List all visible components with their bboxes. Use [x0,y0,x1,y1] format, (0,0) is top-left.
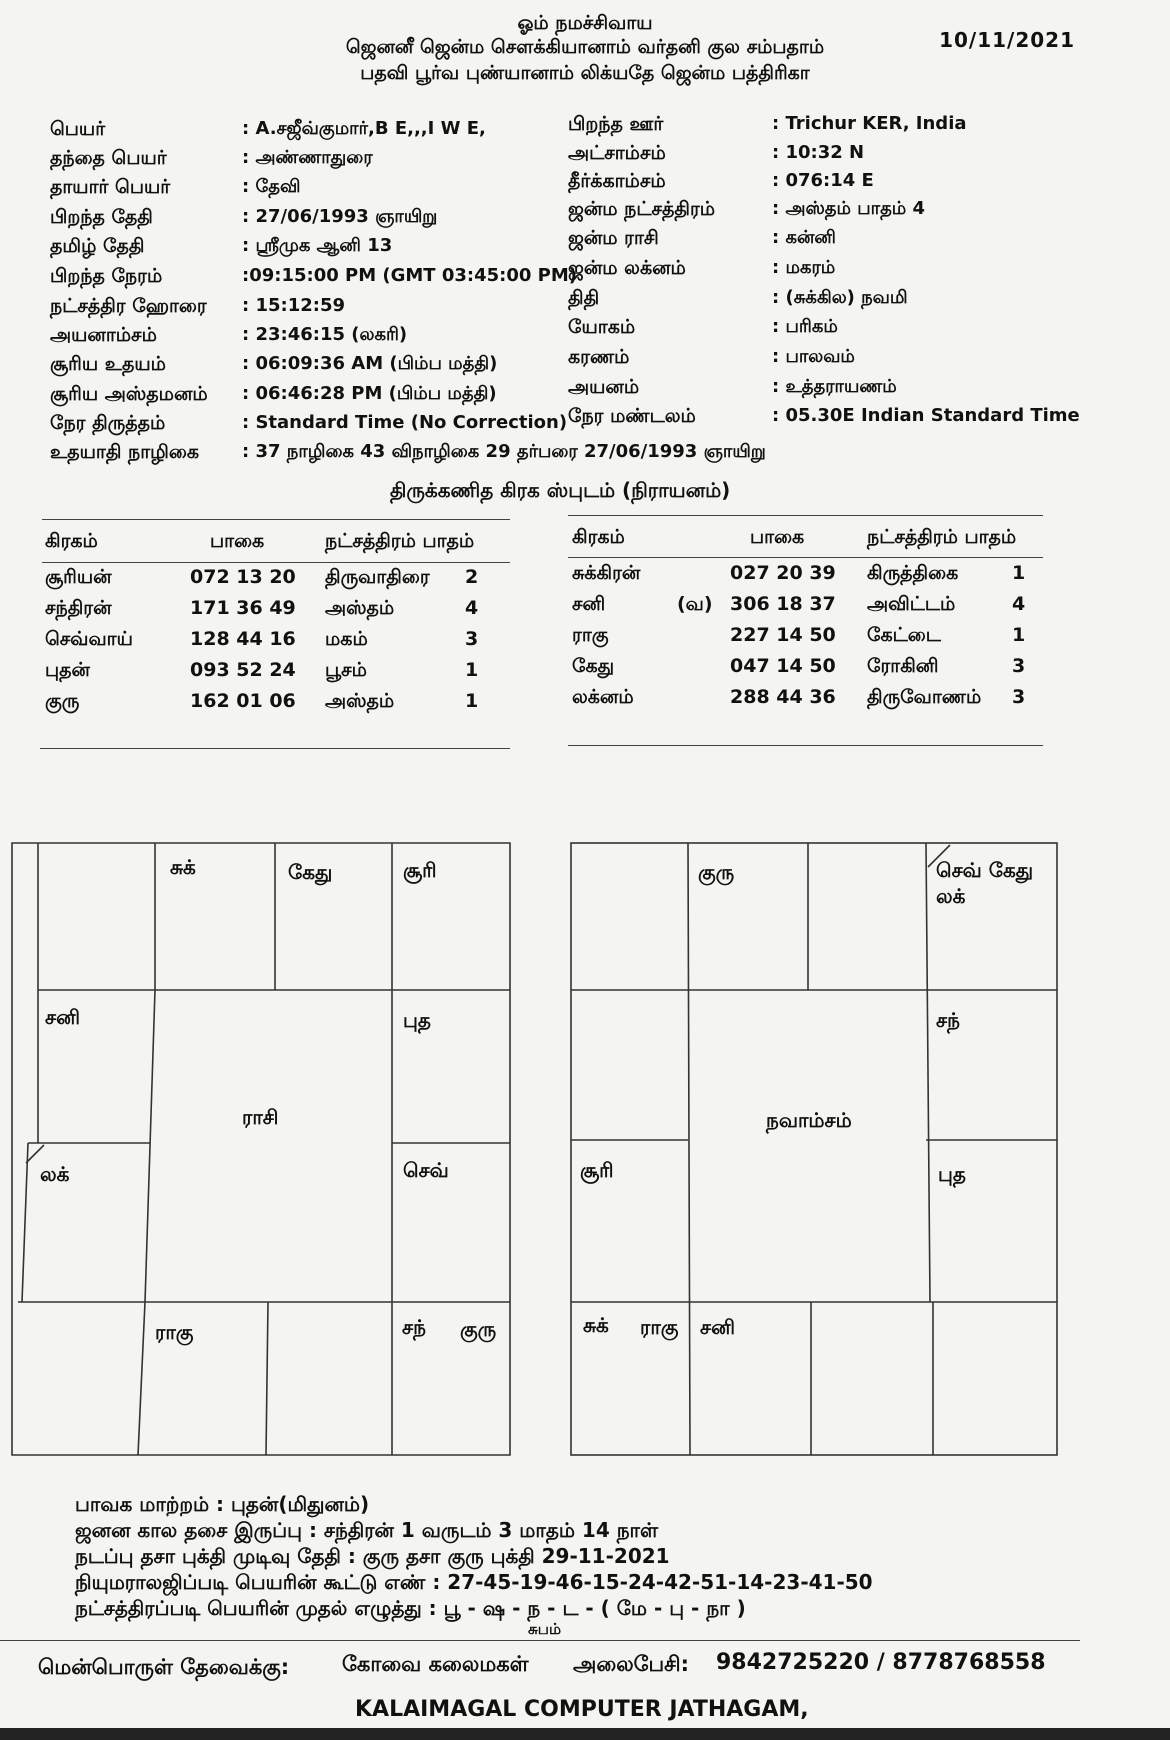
planet-row-planet: புதன் [45,659,90,681]
detail-label: பெயர் [50,118,106,140]
planet-row-degree: 288 44 36 [730,686,836,708]
rasi-chart-title: ராசி [242,1105,279,1129]
rasi-house-1: சனி [45,1005,80,1029]
detail-label: சூரிய உதயம் [50,353,166,375]
planet-row-pada: 4 [465,597,479,619]
navamsa-house-12: சூரி [580,1158,614,1182]
planet-row-star: கேட்டை [867,624,941,646]
planet-row-planet: சந்திரன் [45,597,112,619]
detail-label: நேர மண்டலம் [568,405,696,427]
detail-label: அட்சாம்சம் [568,142,666,164]
detail-value: : பரிகம் [772,316,838,337]
navamsa-house-10: சனி [700,1315,735,1339]
detail-value: : 06:09:36 AM (பிம்ப மத்தி) [242,353,498,374]
detail-value: : அஸ்தம் பாதம் 4 [772,198,926,219]
detail-label: பிறந்த ஊர் [568,113,664,135]
rasi-house-7b: குரு [460,1317,497,1341]
detail-value: :09:15:00 PM (GMT 03:45:00 PM) [242,265,577,286]
planet-row-degree: 128 44 16 [190,628,296,650]
planet-row-star: ரோகினி [867,655,939,677]
planet-row-pada: 1 [1012,624,1026,646]
planet-row-pada: 4 [1012,593,1026,615]
detail-label: தமிழ் தேதி [50,235,145,257]
detail-value: : (சுக்கில) நவமி [772,287,908,308]
footer-bhava-change: பாவக மாற்றம் : புதன்(மிதுனம்) [75,1492,370,1516]
detail-label: நட்சத்திர ஹோரை [50,295,207,317]
detail-value: : பாலவம் [772,346,855,367]
navamsa-house-6: புத [938,1162,966,1186]
planet-row-mark: (வ) [677,593,713,615]
planet-row-star: திருவோணம் [867,686,982,708]
detail-label: அயனம் [568,376,640,398]
detail-label: தாயார் பெயர் [50,176,171,198]
planet-section-title: திருக்கணித கிரக ஸ்புடம் (நிராயனம்) [390,478,731,502]
detail-label: சூரிய அஸ்தமனம் [50,383,208,405]
rasi-house-7a: சந் [402,1315,426,1339]
detail-label: பிறந்த நேரம் [50,265,163,287]
table-header-cell: பாகை [750,526,805,548]
detail-value: : ஸ்ரீமுக ஆனி 13 [242,235,393,256]
rasi-chart [10,840,512,1458]
planet-row-degree: 093 52 24 [190,659,296,681]
planet-row-star: மகம் [325,628,368,650]
planet-row-planet: சுக்கிரன் [572,562,641,584]
rasi-house-2: சுக் [170,855,196,879]
planet-row-pada: 3 [1012,655,1026,677]
planet-row-pada: 3 [1012,686,1026,708]
footer-phone-label: அலைபேசி: [573,1652,690,1676]
footer-subham: சுபம் [528,1620,562,1638]
detail-value: : அண்ணாதுரை [242,147,373,168]
planet-row-degree: 027 20 39 [730,562,836,584]
detail-label: ஜன்ம ராசி [568,227,659,249]
planet-row-pada: 1 [465,659,479,681]
detail-label: ஜன்ம லக்னம் [568,257,686,279]
detail-label: யோகம் [568,316,636,338]
navamsa-house-4: செவ் கேது [936,858,1034,882]
detail-label: தந்தை பெயர் [50,147,167,169]
navamsa-house-11a: சுக் [583,1313,609,1337]
detail-value: : 15:12:59 [242,295,346,316]
photo-edge-shadow [0,1728,1170,1740]
footer-company: KALAIMAGAL COMPUTER JATHAGAM, [355,1697,809,1722]
rasi-house-5: புத [403,1008,431,1032]
footer-rule [0,1640,1080,1641]
navamsa-chart [568,840,1060,1458]
detail-value: : 06:46:28 PM (பிம்ப மத்தி) [242,383,497,404]
detail-value: : 27/06/1993 ஞாயிறு [242,206,438,227]
navamsa-house-2: குரு [698,860,735,884]
planet-row-degree: 162 01 06 [190,690,296,712]
table-header-cell: கிரகம் [572,526,625,548]
planet-row-pada: 2 [465,566,479,588]
detail-value: : கன்னி [772,227,836,248]
planet-row-planet: சனி [572,593,606,615]
detail-value: : தேவி [242,176,301,197]
footer-numerology: நியுமராலஜிப்படி பெயரின் கூட்டு எண் : 27-45-19-46-15-24-42-51-14-23-41-50 [75,1570,873,1594]
planet-row-pada: 1 [1012,562,1026,584]
detail-value: : உத்தராயணம் [772,376,897,397]
rasi-house-6: செவ் [403,1158,449,1182]
planet-row-planet: ராகு [572,624,609,646]
rasi-house-12: லக் [40,1162,70,1186]
footer-dasa-balance: ஜனன கால தசை இருப்பு : சந்திரன் 1 வருடம் 3 மாதம் 14 நாள் [75,1518,659,1542]
detail-label: நேர திருத்தம் [50,412,166,434]
table-right-header-rule [568,557,1043,558]
planet-row-star: அஸ்தம் [325,690,395,712]
planet-row-star: திருவாதிரை [325,566,430,588]
planet-row-degree: 306 18 37 [730,593,836,615]
planet-row-planet: லக்னம் [572,686,634,708]
table-left-header-rule [42,562,510,563]
print-date: 10/11/2021 [939,28,1075,52]
rasi-house-3: கேது [288,860,333,884]
planet-row-star: அஸ்தம் [325,597,395,619]
table-header-cell: பாகை [210,530,265,552]
planet-row-degree: 047 14 50 [730,655,836,677]
detail-value: : Standard Time (No Correction) [242,412,568,433]
planet-row-star: பூசம் [325,659,367,681]
header-line-2: ஜெனனீ ஜென்ம சௌக்கியானாம் வர்தனி குல சம்பதாம் [345,36,825,58]
planet-row-planet: செவ்வாய் [45,628,133,650]
navamsa-house-5: சந் [936,1008,960,1032]
detail-value: : 05.30E Indian Standard Time [772,405,1080,426]
detail-label: தீர்க்காம்சம் [568,170,666,192]
footer-phone-number: 9842725220 / 8778768558 [716,1650,1046,1675]
planet-row-degree: 171 36 49 [190,597,296,619]
planet-row-star: கிருத்திகை [867,562,959,584]
table-header-cell: நட்சத்திரம் பாதம் [867,526,1017,548]
detail-value: : 076:14 E [772,170,874,191]
detail-value: : மகரம் [772,257,836,278]
header-line-1: ஓம் நமச்சிவாய [517,12,653,34]
detail-label: ஜன்ம நட்சத்திரம் [568,198,716,220]
navamsa-chart-title: நவாம்சம் [766,1108,852,1132]
table-right-bottom-rule [568,745,1043,746]
detail-value: : 37 நாழிகை 43 விநாழிகை 29 தர்பரை 27/06/1993 ஞாயிறு [242,441,766,462]
detail-label: அயனாம்சம் [50,324,157,346]
rasi-house-10: ராகு [155,1320,194,1344]
detail-value: : 23:46:15 (லகரி) [242,324,408,345]
footer-current-dasa: நடப்பு தசா புக்தி முடிவு தேதி : குரு தசா குரு புக்தி 29-11-2021 [75,1544,670,1568]
detail-value: : A.சஜீவ்குமார்,B E,,,I W E, [242,118,486,139]
planet-row-star: அவிட்டம் [867,593,956,615]
planet-row-planet: குரு [45,690,80,712]
table-header-cell: கிரகம் [45,530,98,552]
header-line-3: பதவி பூர்வ புண்யானாம் லிக்யதே ஜென்ம பத்திரிகா [360,62,810,84]
detail-value: : 10:32 N [772,142,865,163]
table-header-cell: நட்சத்திரம் பாதம் [325,530,475,552]
navamsa-house-4b: லக் [936,884,966,908]
detail-label: கரணம் [568,346,630,368]
detail-value: : Trichur KER, India [772,113,967,134]
detail-label: உதயாதி நாழிகை [50,441,199,463]
rasi-chart-grid [10,840,512,1458]
planet-row-planet: சூரியன் [45,566,112,588]
footer-software-label: மென்பொருள் தேவைக்கு: [38,1655,290,1679]
navamsa-house-11b: ராகு [640,1315,679,1339]
footer-shop-name: கோவை கலைமகள் [342,1652,529,1676]
planet-row-pada: 3 [465,628,479,650]
footer-name-letters: நட்சத்திரப்படி பெயரின் முதல் எழுத்து : பூ - ஷ - ந - ட - ( மே - பு - நா ) [75,1596,746,1620]
table-left-top-rule [42,519,510,520]
rasi-house-4: சூரி [403,858,437,882]
detail-label: பிறந்த தேதி [50,206,153,228]
table-right-top-rule [568,515,1043,516]
table-left-bottom-rule [40,748,510,749]
planet-row-degree: 227 14 50 [730,624,836,646]
planet-row-degree: 072 13 20 [190,566,296,588]
planet-row-planet: கேது [572,655,615,677]
detail-label: திதி [568,287,600,309]
planet-row-pada: 1 [465,690,479,712]
navamsa-chart-grid [568,840,1060,1458]
